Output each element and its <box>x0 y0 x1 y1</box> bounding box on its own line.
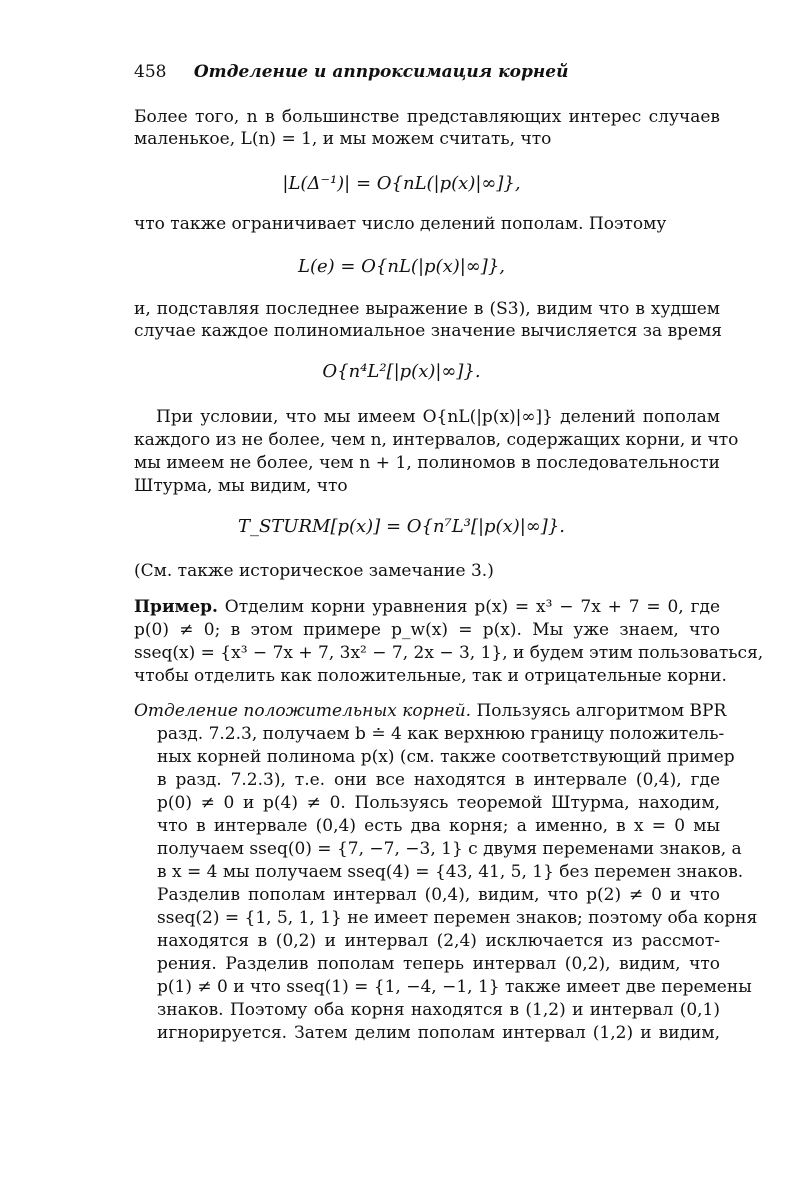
paragraph-line: При условии, что мы имеем O{nL(|p(x)|∞]} делений пополам <box>156 407 720 427</box>
paragraph-line: Более того, n в большинстве представляющих интерес случаев <box>134 107 720 127</box>
section-line: игнорируется. Затем делим пополам интервал (1,2) и видим, <box>157 1023 720 1043</box>
example-line <box>134 596 720 618</box>
section-line: p(0) ≠ 0 и p(4) ≠ 0. Пользуясь теоремой Штурма, находим, <box>157 793 720 813</box>
example-line: чтобы отделить как положительные, так и отрицательные корни. <box>134 666 727 686</box>
paragraph-line: и, подставляя последнее выражение в (S3), видим что в худшем <box>134 299 720 319</box>
paragraph-line: что также ограничивает число делений пополам. Поэтому <box>134 214 667 234</box>
section-line <box>134 700 727 722</box>
section-line: находятся в (0,2) и интервал (2,4) исключается из рассмот- <box>157 931 720 951</box>
section-heading: Отделение положительных корней. <box>134 701 472 721</box>
formula-3: O{n⁴L²[|p(x)|∞]}. <box>322 361 481 382</box>
historical-note: (См. также историческое замечание 3.) <box>134 561 494 581</box>
paragraph-line: маленькое, L(n) = 1, и мы можем считать, что <box>134 129 552 149</box>
section-line: в x = 4 мы получаем sseq(4) = {43, 41, 5, 1} без перемен знаков. <box>157 862 744 882</box>
formula-2: L(e) = O{nL(|p(x)|∞]}, <box>298 256 505 277</box>
section-text: Пользуясь алгоритмом BPR <box>476 701 727 721</box>
formula-1: |L(Δ⁻¹)| = O{nL(|p(x)|∞]}, <box>282 173 521 194</box>
example-text: Отделим корни уравнения p(x) = x³ − 7x + 7 = 0, где <box>224 597 721 617</box>
section-line: что в интервале (0,4) есть два корня; а именно, в x = 0 мы <box>157 816 720 836</box>
running-header <box>134 62 568 82</box>
section-line: sseq(2) = {1, 5, 1, 1} не имеет перемен знаков; поэтому оба корня <box>157 908 758 928</box>
paragraph-line: случае каждое полиномиальное значение вычисляется за время <box>134 321 723 341</box>
example-label: Пример. <box>134 597 218 617</box>
running-title: Отделение и аппроксимация корней <box>193 62 569 82</box>
page-number: 458 <box>134 62 167 82</box>
section-line: знаков. Поэтому оба корня находятся в (1,2) и интервал (0,1) <box>157 1000 720 1020</box>
section-line: рения. Разделив пополам теперь интервал (0,2), видим, что <box>157 954 720 974</box>
paragraph-line: мы имеем не более, чем n + 1, полиномов в последовательности <box>134 453 720 473</box>
section-line: ных корней полинома p(x) (см. также соответствующий пример <box>157 747 735 767</box>
section-line: Разделив пополам интервал (0,4), видим, что p(2) ≠ 0 и что <box>157 885 720 905</box>
section-line: в разд. 7.2.3), т.е. они все находятся в интервале (0,4), где <box>157 770 720 790</box>
formula-4: T_STURM[p(x)] = O{n⁷L³[|p(x)|∞]}. <box>237 516 566 537</box>
paragraph-line: Штурма, мы видим, что <box>134 476 348 496</box>
section-line: p(1) ≠ 0 и что sseq(1) = {1, −4, −1, 1} также имеет две перемены <box>157 977 752 997</box>
paragraph-line: каждого из не более, чем n, интервалов, содержащих корни, и что <box>134 430 739 450</box>
section-line: разд. 7.2.3, получаем b ≐ 4 как верхнюю границу положитель- <box>157 724 725 744</box>
example-line: p(0) ≠ 0; в этом примере p_w(x) = p(x). Мы уже знаем, что <box>134 620 720 640</box>
section-line: получаем sseq(0) = {7, −7, −3, 1} с двумя переменами знаков, а <box>157 839 742 859</box>
example-line: sseq(x) = {x³ − 7x + 7, 3x² − 7, 2x − 3, 1}, и будем этим пользоваться, <box>134 643 764 663</box>
